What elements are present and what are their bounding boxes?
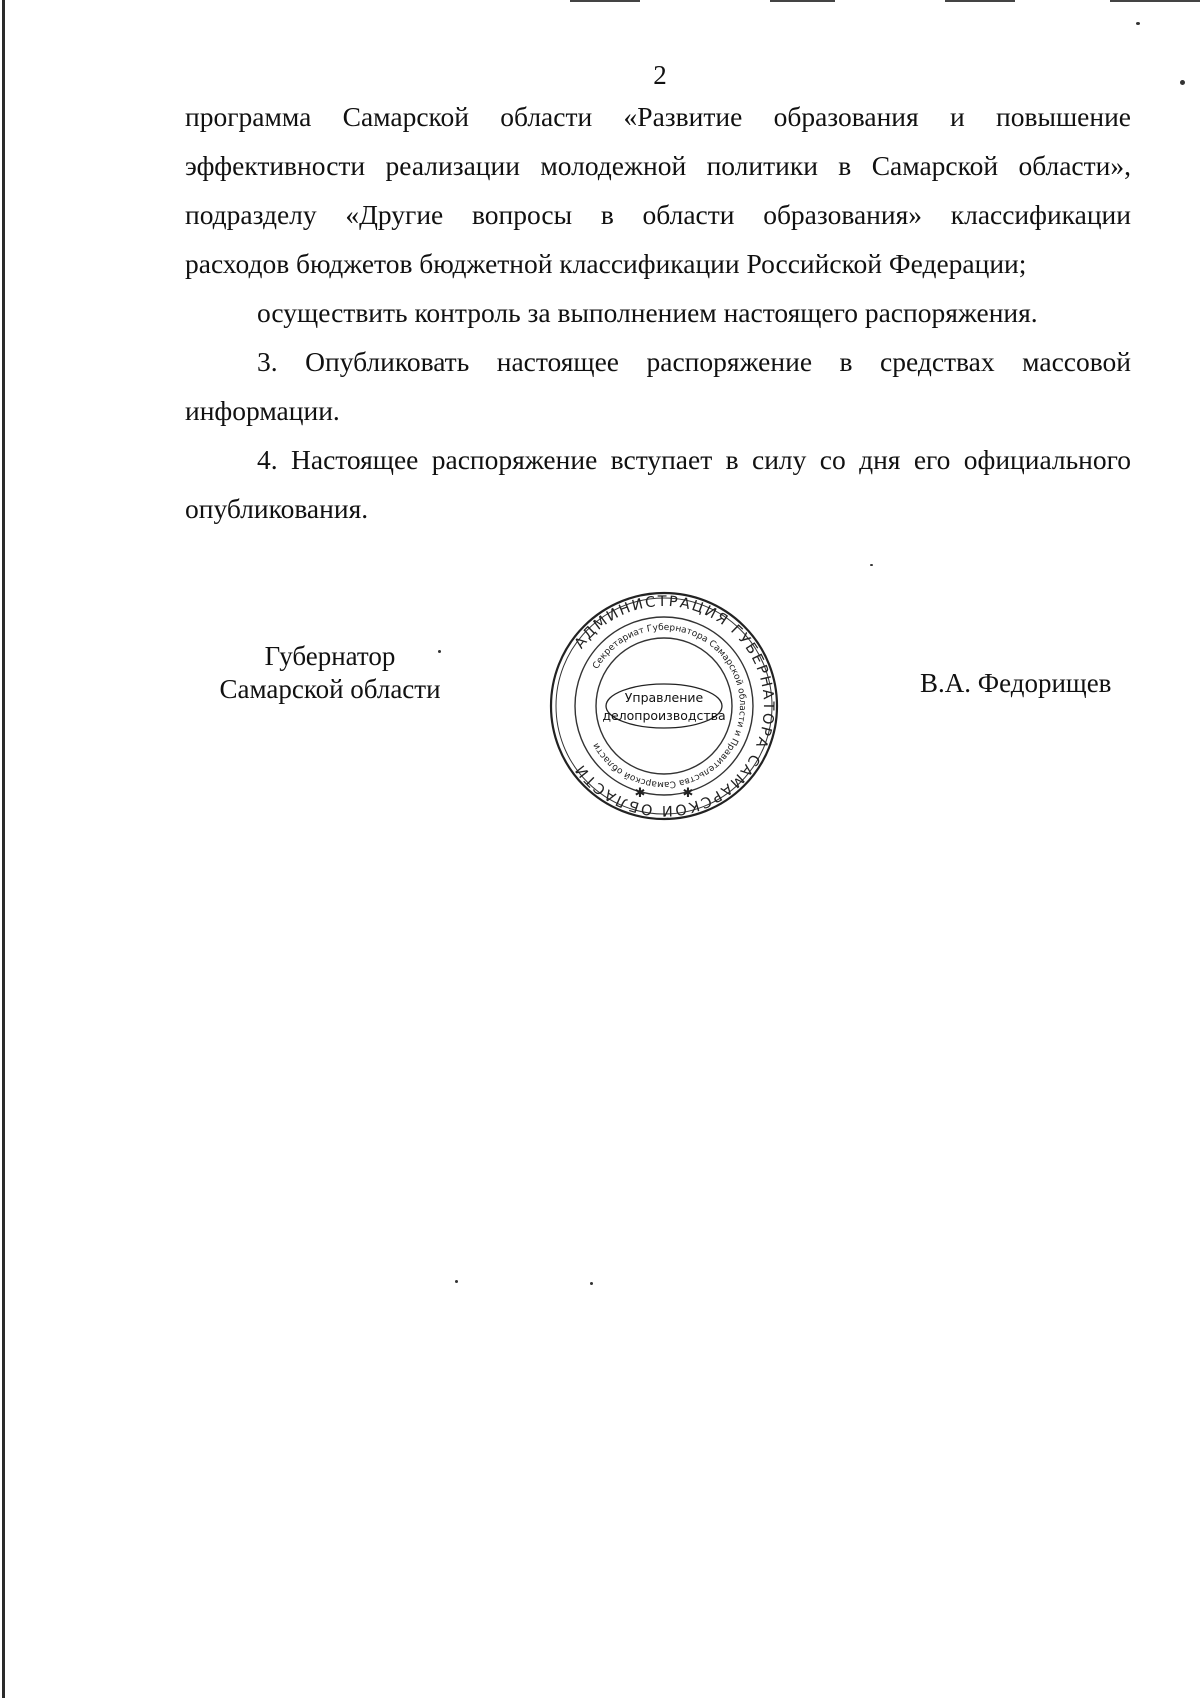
scan-speck (1180, 80, 1185, 85)
text-line: 3. Опубликовать настоящее распоряжение в средствах массовой (257, 346, 1131, 377)
seal-center-text: Управление (624, 690, 704, 705)
seal-inner-ring (596, 638, 732, 774)
paragraph-continuation (185, 92, 1131, 288)
scan-edge-artifact (2, 0, 5, 1698)
text-line: 4. Настоящее распоряжение вступает в силу со дня его официального (257, 444, 1131, 475)
scan-speck (590, 1282, 593, 1285)
seal-star-icon: ✱ (682, 786, 694, 801)
text-line: программа Самарской области «Развитие образования и повышение (185, 101, 1131, 132)
paragraph-item-4 (185, 435, 1131, 533)
paragraph-control (185, 288, 1131, 337)
seal-center-text: делопроизводства (602, 708, 726, 723)
signatory-title-line: Губернатор (264, 641, 396, 671)
text-line: эффективности реализации молодежной политики в Самарской области», (185, 150, 1131, 181)
signatory-title (200, 640, 460, 706)
text-line: подразделу «Другие вопросы в области образования» классификации (185, 199, 1131, 230)
signatory-name: В.А. Федорищев (920, 668, 1112, 698)
seal-star-icon: ✱ (634, 786, 646, 801)
paragraph-item-3 (185, 337, 1131, 435)
text-line: расходов бюджетов бюджетной классификации Российской Федерации; (185, 248, 1027, 279)
official-seal (548, 590, 780, 822)
seal-inner-text: Секретариат Губернатора Самарской области и Правительства Самарской области (591, 622, 748, 790)
seal-middle-ring (575, 617, 753, 795)
seal-outer-text: АДМИНИСТРАЦИЯ ГУБЕРНАТОРА САМАРСКОЙ ОБЛАСТИ (571, 593, 777, 819)
text-line: информации. (185, 395, 340, 426)
scan-top-artifact (945, 0, 1015, 2)
signatory-title-line: Самарской области (219, 674, 441, 704)
scan-top-artifact (1110, 0, 1200, 2)
scan-speck (870, 564, 873, 566)
text-line: опубликования. (185, 493, 369, 524)
scan-top-artifact (570, 0, 640, 2)
page-number: 2 (653, 60, 667, 90)
scan-top-artifact (770, 0, 835, 2)
text-line: осуществить контроль за выполнением настоящего распоряжения. (257, 297, 1038, 328)
scan-speck (1136, 22, 1140, 25)
scan-speck (455, 1280, 458, 1283)
